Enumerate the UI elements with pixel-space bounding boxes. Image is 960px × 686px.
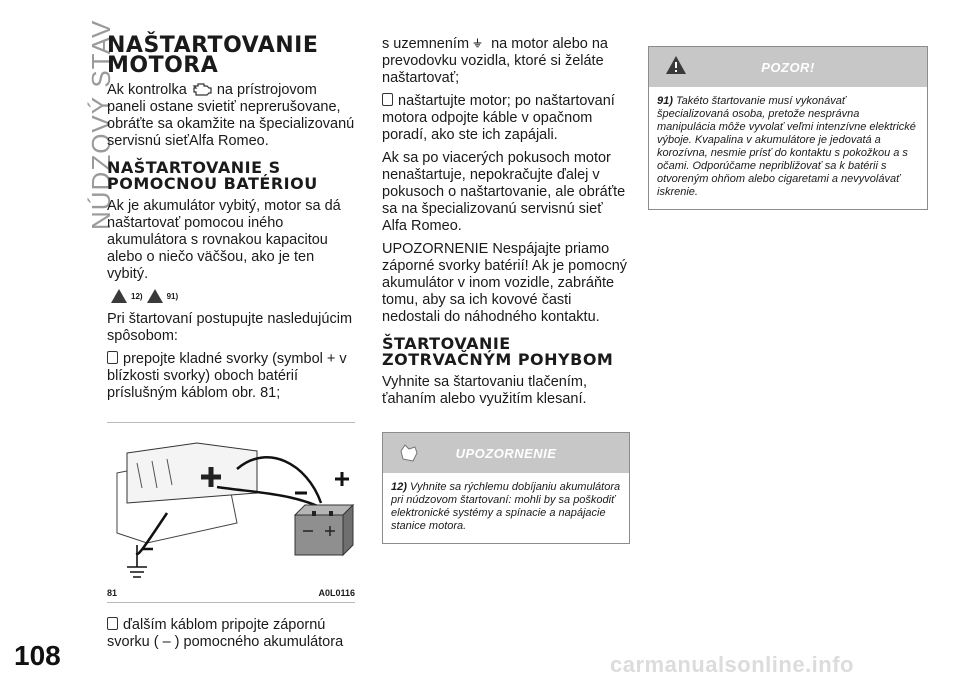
warning-ref-12: 12) <box>131 291 143 301</box>
checkbox-bullet-icon <box>107 617 118 630</box>
checkbox-bullet-icon <box>107 351 118 364</box>
warning-triangle-icon <box>147 289 163 303</box>
warning-box-body <box>649 87 927 209</box>
step-ground-continuation: s uzemnením na motor alebo na prevodovku vozidla, ktoré si želáte naštartovať; <box>382 36 608 86</box>
watermark: carmanualsonline.info <box>610 652 854 677</box>
warning-box-title: POZOR! <box>761 59 815 75</box>
column-2 <box>382 36 630 544</box>
page-number: 108 <box>14 640 61 671</box>
notice-box-body <box>383 473 629 543</box>
notice-box-title: UPOZORNENIE <box>455 445 557 461</box>
column-1 <box>107 33 355 657</box>
warning-triangle-icon <box>665 55 687 75</box>
paragraph-avoid-push-start: Vyhnite sa štartovaniu tlačením, ťahaním alebo využitím klesaní. <box>382 374 587 407</box>
side-title-text: NÚDZOVÝ STAV <box>86 19 116 230</box>
paragraph-repeated-attempts: Ak sa po viacerých pokusoch motor nenaštartuje, nepokračujte ďalej v pokusoch o naštartovanie, ale obráťte sa na špecializovanú servisnú sieť Alfa Romeo. <box>382 150 626 234</box>
step-connect-positive: prepojte kladné svorky (symbol + v blízkosti svorky) oboch batérií príslušným káblom obr. 81; <box>107 351 347 401</box>
notice-ref: 12) <box>391 481 407 493</box>
warning-ref: 91) <box>657 95 673 107</box>
paragraph-battery-discharged: Ak je akumulátor vybitý, motor sa dá naštartovať pomocou iného akumulátora s rovnakou kapacitou alebo o niečo väčšou, ako je ten vybitý. <box>107 198 341 282</box>
battery-illustration <box>107 433 355 583</box>
figure-caption <box>107 588 355 603</box>
ground-symbol-icon <box>473 36 487 50</box>
paragraph-negative-terminals: UPOZORNENIE Nespájajte priamo záporné svorky batérií! Ak je pomocný akumulátor v inom vozidle, zabráňte tomu, aby sa ich kovové časti nedostali do náhodného kontaktu. <box>382 241 628 325</box>
notice-box <box>382 432 630 544</box>
section-side-title <box>52 19 116 234</box>
hand-notice-icon <box>399 441 419 463</box>
figure-number: 81 <box>107 588 118 598</box>
warning-ref-91: 91) <box>166 291 179 301</box>
warning-triangle-icon <box>111 289 127 303</box>
step-connect-negative: ďalším káblom pripojte zápornú svorku ( – ) pomocného akumulátora <box>107 617 344 650</box>
heading-push-start: ŠTARTOVANIE ZOTRVAČNÝM POHYBOM <box>382 334 614 369</box>
figure-jumper-cables <box>107 422 355 603</box>
checkbox-bullet-icon <box>382 93 393 106</box>
heading-jump-start: NAŠTARTOVANIE S POMOCNOU BATÉRIOU <box>107 158 318 193</box>
column-3 <box>648 36 928 210</box>
figure-code: A0L0116 <box>318 588 355 598</box>
paragraph-procedure-intro: Pri štartovaní postupujte nasledujúcim spôsobom: <box>107 311 353 344</box>
paragraph-warning-light: Ak kontrolka na prístrojovom paneli ostane svietiť neprerušovane, obráťte sa okamžite na špecializovanú servisnú sieťAlfa Romeo. <box>107 82 355 149</box>
warning-references <box>111 289 355 303</box>
engine-warning-icon <box>191 82 213 96</box>
step-start-engine: naštartujte motor; po naštartovaní motora odpojte káble v opačnom poradí, ako ste ich zapájali. <box>382 93 615 143</box>
notice-text: Vyhnite sa rýchlemu dobíjaniu akumulátora pri núdzovom štartovaní: mohli by sa poškodiť elektronické systémy a spínacie a napájacie stanice motora. <box>391 481 621 532</box>
notice-box-header <box>383 433 629 473</box>
warning-box <box>648 46 928 210</box>
heading-engine-start: NAŠTARTOVANIE MOTORA <box>107 33 319 78</box>
warning-box-header <box>649 47 927 87</box>
warning-text: Takéto štartovanie musí vykonávať špecializovaná osoba, pretože nesprávna manipulácia môže vyvolať veľmi intenzívne elektrické výboje. Kvapalina v akumulátore je jedovatá a korozívna, nesmie prísť do kontaktu s pokožkou a s očami. Odporúčame nepribližovať sa k batérii s otvoreným ohňom alebo cigaretami a nevyvolávať iskrenie. <box>657 95 916 198</box>
